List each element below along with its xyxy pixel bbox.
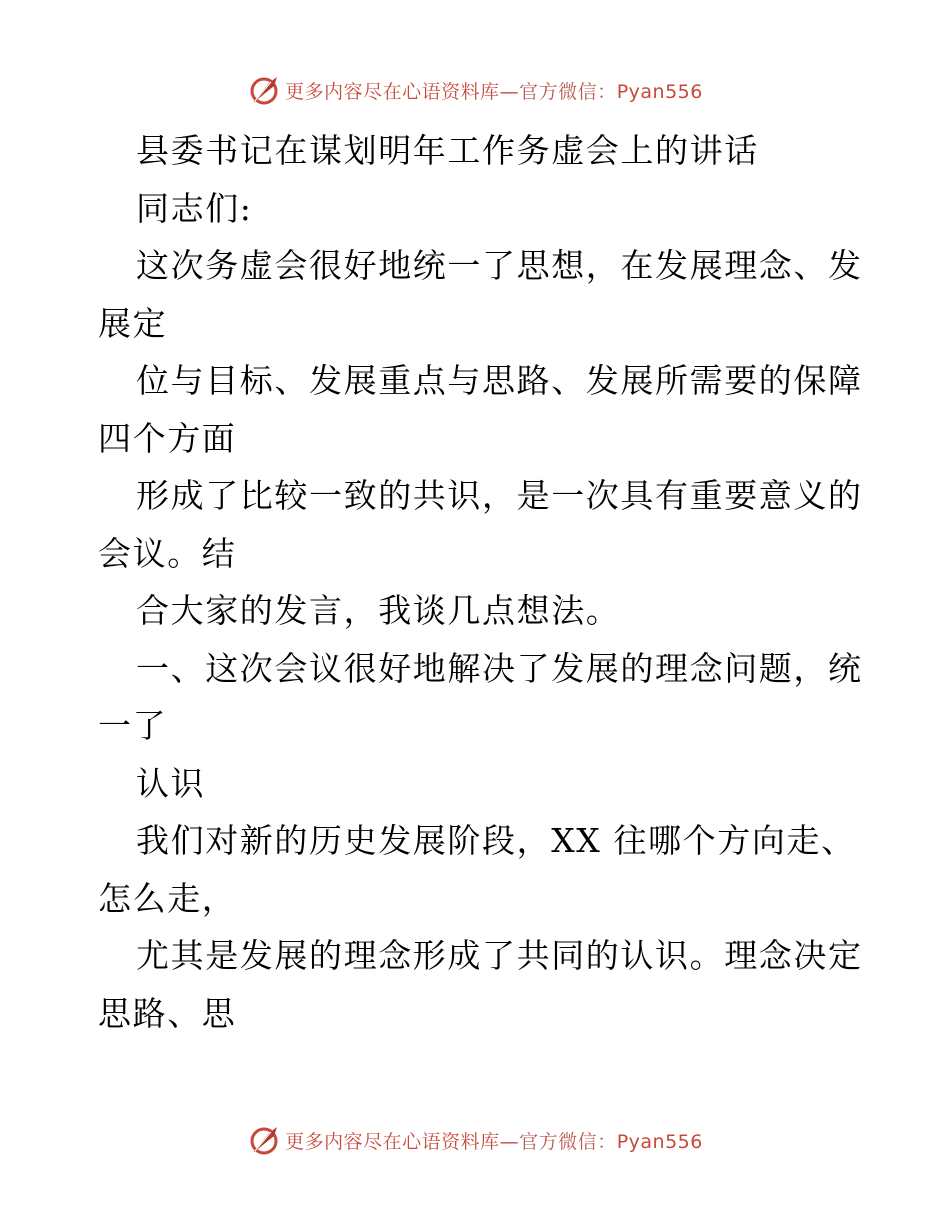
body-line: 同志们: bbox=[136, 188, 253, 228]
watermark-site: 更多内容尽在心语资料库— bbox=[285, 80, 520, 103]
footer-watermark bbox=[0, 1120, 950, 1160]
body-line: 会议。结 bbox=[98, 533, 237, 573]
body-line: 位与目标、发展重点与思路、发展所需要的保障 bbox=[136, 361, 863, 400]
body-line: 合大家的发言，我谈几点想法。 bbox=[136, 591, 621, 630]
document-body bbox=[98, 122, 863, 1042]
quill-logo-icon bbox=[247, 1123, 281, 1157]
quill-logo-icon bbox=[247, 73, 281, 107]
body-line: 思路、思 bbox=[98, 993, 237, 1033]
watermark-wechat-label: 官方微信： bbox=[519, 80, 617, 103]
watermark-site: 更多内容尽在心语资料库— bbox=[285, 1130, 520, 1153]
body-line: 怎么走， bbox=[98, 878, 237, 918]
body-line: 尤其是发展的理念形成了共同的认识。理念决定 bbox=[136, 936, 863, 975]
document-title: 县委书记在谋划明年工作务虚会上的讲话 bbox=[136, 131, 759, 170]
watermark-wechat-id: Pyan556 bbox=[616, 1130, 703, 1153]
body-line: 一、这次会议很好地解决了发展的理念问题，统 bbox=[136, 648, 863, 688]
body-line: 认识 bbox=[136, 763, 206, 803]
watermark-wechat-id: Pyan556 bbox=[616, 80, 703, 103]
body-line: 展定 bbox=[98, 303, 168, 343]
watermark-wechat-label: 官方微信： bbox=[519, 1130, 617, 1153]
body-line: 四个方面 bbox=[98, 418, 237, 458]
body-line: 一了 bbox=[98, 706, 168, 745]
body-line: 形成了比较一致的共识，是一次具有重要意义的 bbox=[136, 476, 863, 515]
body-line: 我们对新的历史发展阶段，XX 往哪个方向走、 bbox=[136, 821, 856, 860]
header-watermark bbox=[0, 70, 950, 110]
body-line: 这次务虚会很好地统一了思想，在发展理念、发 bbox=[136, 246, 863, 285]
